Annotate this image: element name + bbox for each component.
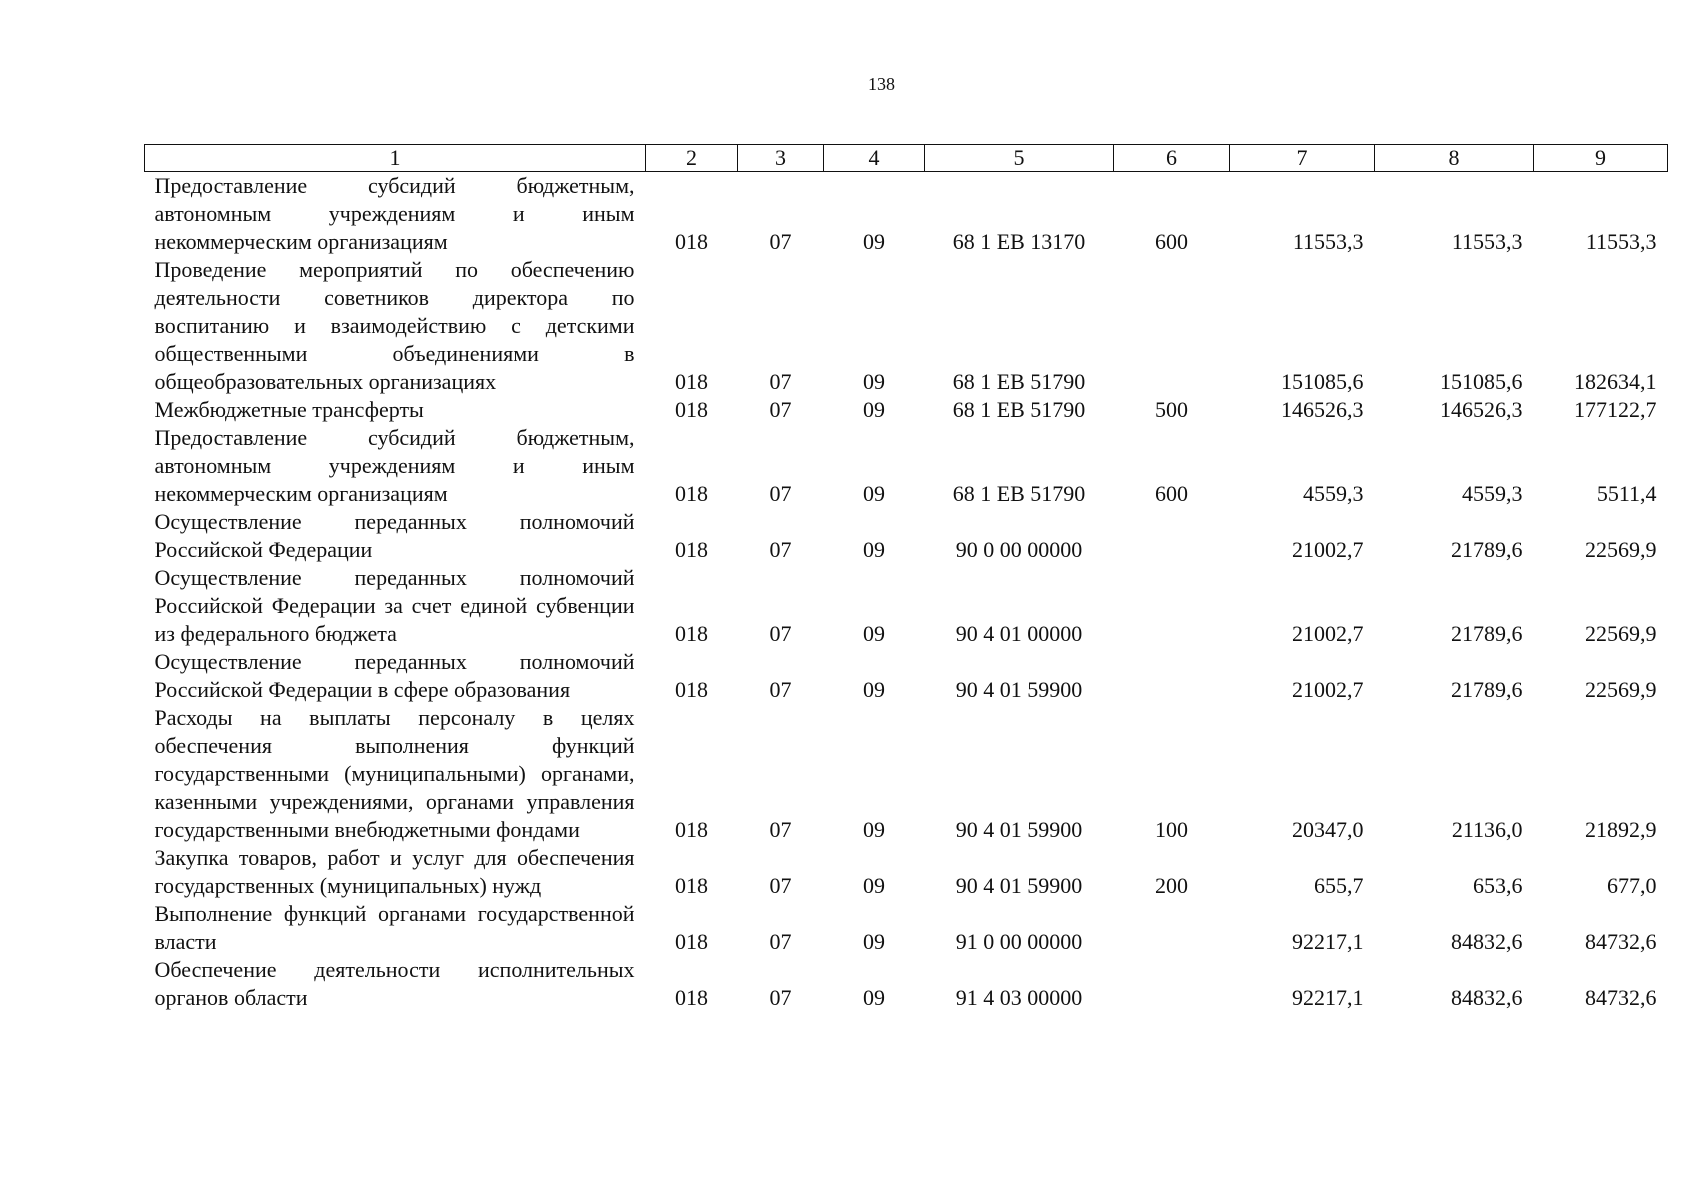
cell-subsection: 09 [863, 873, 885, 898]
row-description: Обеспечение деятельности исполнительных органов области [154, 957, 635, 1010]
cell-ministry-code: 018 [675, 929, 708, 954]
column-header: 3 [738, 145, 824, 172]
cell-subsection: 09 [863, 397, 885, 422]
row-description: Проведение мероприятий по обеспечению деятельности советников директора по воспитанию и взаимодействию с детскими общественными объединениями в общеобразовательных организациях [154, 257, 635, 394]
cell-section: 07 [769, 621, 792, 646]
cell-amount-year-1: 4559,3 [1303, 481, 1364, 506]
cell-expense-type [1114, 508, 1230, 564]
cell-target-article: 68 1 ЕВ 51790 [952, 481, 1086, 506]
row-description: Осуществление переданных полномочий Российской Федерации в сфере образования [154, 649, 635, 702]
cell-amount-year-1: 655,7 [1314, 873, 1364, 898]
column-header: 6 [1114, 145, 1230, 172]
row-description: Выполнение функций органами государственной власти [154, 901, 635, 954]
cell-ministry-code: 018 [675, 873, 708, 898]
cell-expense-type: 500 [1155, 397, 1188, 422]
cell-amount-year-1: 21002,7 [1292, 677, 1364, 702]
table-row [145, 256, 1668, 396]
cell-amount-year-2: 4559,3 [1462, 481, 1523, 506]
table-row [145, 844, 1668, 900]
cell-section: 07 [769, 817, 792, 842]
column-header: 5 [925, 145, 1114, 172]
row-description: Осуществление переданных полномочий Российской Федерации за счет единой субвенции из федерального бюджета [154, 565, 635, 646]
table-row [145, 704, 1668, 844]
cell-expense-type: 200 [1155, 873, 1188, 898]
table-row [145, 424, 1668, 508]
row-description: Расходы на выплаты персоналу в целях обеспечения выполнения функций государственными (муниципальными) органами, казенными учреждениями, органами управления государственными внебюджетными фондами [154, 705, 635, 842]
cell-expense-type [1114, 900, 1230, 956]
cell-ministry-code: 018 [675, 621, 708, 646]
column-header: 8 [1375, 145, 1534, 172]
cell-amount-year-3: 21892,9 [1585, 817, 1657, 842]
cell-subsection: 09 [863, 229, 885, 254]
cell-amount-year-2: 146526,3 [1440, 397, 1523, 422]
cell-amount-year-1: 92217,1 [1292, 985, 1364, 1010]
cell-ministry-code: 018 [675, 677, 708, 702]
cell-amount-year-1: 151085,6 [1281, 369, 1364, 394]
cell-amount-year-3: 11553,3 [1585, 229, 1657, 254]
cell-expense-type: 600 [1155, 229, 1188, 254]
cell-ministry-code: 018 [675, 817, 708, 842]
budget-table [144, 144, 1668, 1012]
cell-section: 07 [769, 369, 792, 394]
row-description: Предоставление субсидий бюджетным, автономным учреждениям и иным некоммерческим организациям [154, 425, 635, 506]
cell-amount-year-2: 151085,6 [1440, 369, 1523, 394]
cell-target-article: 91 4 03 00000 [955, 985, 1083, 1010]
cell-amount-year-1: 146526,3 [1281, 397, 1364, 422]
table-row [145, 396, 1668, 424]
cell-subsection: 09 [863, 369, 885, 394]
cell-section: 07 [769, 873, 792, 898]
cell-subsection: 09 [863, 537, 885, 562]
cell-subsection: 09 [863, 817, 885, 842]
cell-target-article: 90 4 01 00000 [955, 621, 1083, 646]
cell-amount-year-3: 182634,1 [1574, 369, 1657, 394]
cell-amount-year-2: 21789,6 [1451, 677, 1523, 702]
column-header: 4 [824, 145, 925, 172]
row-description: Закупка товаров, работ и услуг для обеспечения государственных (муниципальных) нужд [154, 845, 635, 898]
cell-section: 07 [769, 929, 792, 954]
table-row [145, 508, 1668, 564]
cell-amount-year-2: 84832,6 [1451, 985, 1523, 1010]
cell-amount-year-3: 22569,9 [1585, 537, 1657, 562]
header-row [145, 145, 1668, 172]
cell-amount-year-2: 84832,6 [1451, 929, 1523, 954]
cell-amount-year-2: 21136,0 [1451, 817, 1523, 842]
cell-section: 07 [769, 677, 792, 702]
table-row [145, 172, 1668, 257]
cell-expense-type [1114, 256, 1230, 396]
table-row [145, 564, 1668, 648]
cell-section: 07 [769, 229, 792, 254]
cell-ministry-code: 018 [675, 481, 708, 506]
cell-amount-year-1: 92217,1 [1292, 929, 1364, 954]
cell-target-article: 90 4 01 59900 [955, 873, 1083, 898]
cell-amount-year-1: 21002,7 [1292, 537, 1364, 562]
cell-target-article: 90 0 00 00000 [955, 537, 1083, 562]
cell-target-article: 68 1 ЕВ 51790 [952, 369, 1086, 394]
row-description: Межбюджетные трансферты [154, 397, 424, 422]
cell-ministry-code: 018 [675, 229, 708, 254]
cell-subsection: 09 [863, 677, 885, 702]
cell-amount-year-3: 177122,7 [1574, 397, 1657, 422]
cell-amount-year-2: 21789,6 [1451, 621, 1523, 646]
cell-expense-type [1114, 564, 1230, 648]
cell-amount-year-3: 84732,6 [1585, 929, 1657, 954]
cell-amount-year-2: 653,6 [1473, 873, 1523, 898]
column-header: 9 [1534, 145, 1668, 172]
cell-ministry-code: 018 [675, 537, 708, 562]
table-row [145, 648, 1668, 704]
cell-expense-type: 600 [1155, 481, 1188, 506]
cell-section: 07 [769, 537, 792, 562]
column-header: 7 [1230, 145, 1375, 172]
cell-expense-type: 100 [1155, 817, 1188, 842]
cell-amount-year-3: 677,0 [1607, 873, 1657, 898]
cell-subsection: 09 [863, 985, 885, 1010]
cell-subsection: 09 [863, 481, 885, 506]
cell-amount-year-3: 5511,4 [1596, 481, 1657, 506]
cell-target-article: 68 1 ЕВ 13170 [952, 229, 1086, 254]
table-row [145, 900, 1668, 956]
table-row [145, 956, 1668, 1012]
cell-target-article: 91 0 00 00000 [955, 929, 1083, 954]
cell-target-article: 90 4 01 59900 [955, 677, 1083, 702]
cell-ministry-code: 018 [675, 369, 708, 394]
cell-amount-year-3: 22569,9 [1585, 677, 1657, 702]
cell-expense-type [1114, 956, 1230, 1012]
cell-subsection: 09 [863, 621, 885, 646]
cell-amount-year-2: 21789,6 [1451, 537, 1523, 562]
cell-amount-year-3: 22569,9 [1585, 621, 1657, 646]
cell-ministry-code: 018 [675, 397, 708, 422]
cell-subsection: 09 [863, 929, 885, 954]
cell-section: 07 [769, 985, 792, 1010]
cell-amount-year-1: 21002,7 [1292, 621, 1364, 646]
page-number: 138 [868, 74, 895, 94]
cell-amount-year-1: 20347,0 [1292, 817, 1364, 842]
column-header: 1 [145, 145, 646, 172]
cell-amount-year-2: 11553,3 [1451, 229, 1523, 254]
cell-amount-year-3: 84732,6 [1585, 985, 1657, 1010]
cell-target-article: 68 1 ЕВ 51790 [952, 397, 1086, 422]
cell-ministry-code: 018 [675, 985, 708, 1010]
cell-target-article: 90 4 01 59900 [955, 817, 1083, 842]
cell-expense-type [1114, 648, 1230, 704]
cell-section: 07 [769, 397, 792, 422]
cell-section: 07 [769, 481, 792, 506]
cell-amount-year-1: 11553,3 [1292, 229, 1364, 254]
column-header: 2 [646, 145, 738, 172]
row-description: Осуществление переданных полномочий Российской Федерации [154, 509, 635, 562]
row-description: Предоставление субсидий бюджетным, автономным учреждениям и иным некоммерческим организациям [154, 173, 635, 254]
